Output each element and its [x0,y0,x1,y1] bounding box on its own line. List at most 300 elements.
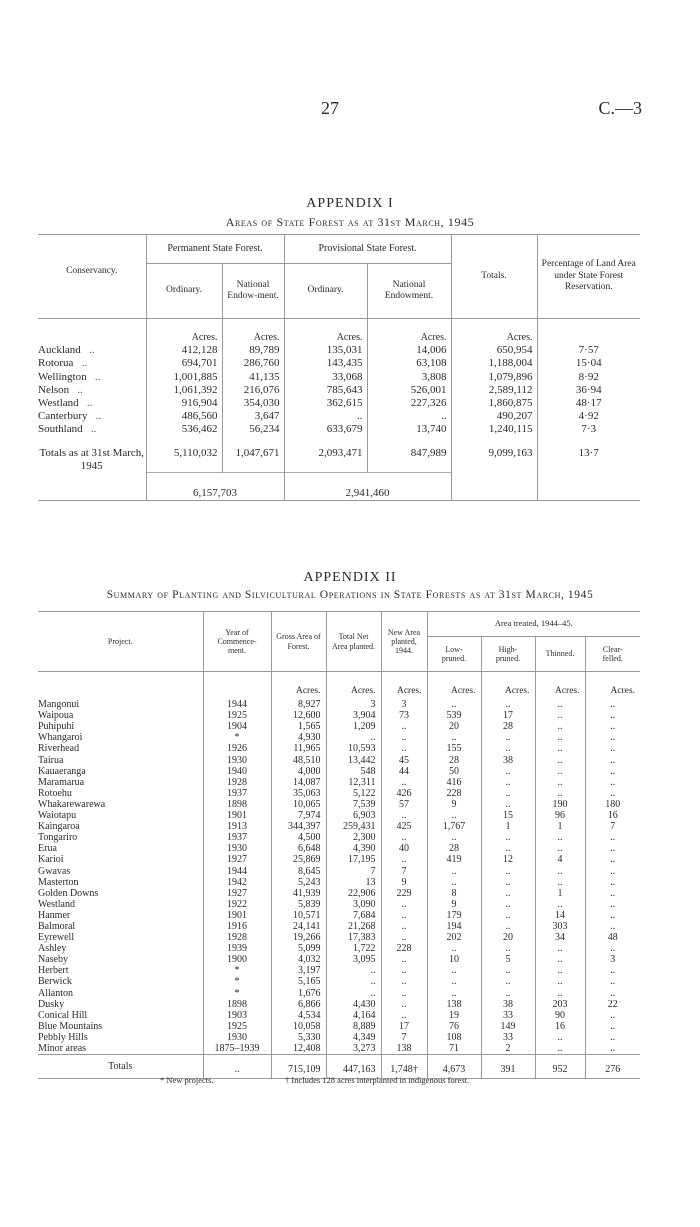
totals-cell: 490,207 [451,410,537,423]
new-area-cell: 40 [381,843,427,854]
net-area-cell: 17,195 [326,854,381,865]
high-pruned-cell: 38 [481,999,535,1010]
gross-area-cell: 1,565 [271,721,326,732]
thinned-cell: .. [535,732,585,743]
high-pruned-cell: 17 [481,710,535,721]
high-pruned-cell: .. [481,788,535,799]
thinned-cell: 1 [535,821,585,832]
low-pruned-cell: 8 [427,888,481,899]
new-area-cell: .. [381,988,427,999]
new-area-cell: .. [381,777,427,788]
high-pruned-cell: .. [481,988,535,999]
percentage-cell: 15·04 [537,357,640,370]
project-name: Whangaroi [38,732,83,744]
new-area-cell: .. [381,854,427,865]
new-area-cell: 426 [381,788,427,799]
high-pruned-cell: 1 [481,821,535,832]
unit-label: Acres. [585,672,640,700]
new-area-cell: 3 [381,699,427,710]
high-pruned-cell: .. [481,843,535,854]
conservancy-name: Nelson [38,383,70,396]
project-name: Allanton [38,987,73,999]
total-prov-ord: 2,093,471 [284,437,367,473]
low-pruned-cell: 10 [427,954,481,965]
project-name: Riverhead [38,743,80,755]
new-area-cell: 57 [381,799,427,810]
year-cell: 1913 [203,821,271,832]
percentage-cell: 7·3 [537,423,640,436]
provisional-endowment-cell: 14,006 [367,344,451,357]
thinned-cell: 190 [535,799,585,810]
permanent-ordinary-cell: 486,560 [146,410,222,423]
new-area-cell: 228 [381,943,427,954]
high-pruned-cell: 12 [481,854,535,865]
high-pruned-cell: .. [481,943,535,954]
thinned-cell: .. [535,965,585,976]
low-pruned-cell: .. [427,832,481,843]
year-cell: 1930 [203,843,271,854]
gross-area-cell: 4,534 [271,1010,326,1021]
table-row [38,832,640,843]
net-area-cell: .. [326,732,381,743]
new-area-cell: .. [381,965,427,976]
project-name: Kaingaroa [38,821,80,833]
new-area-cell: .. [381,999,427,1010]
thinned-cell: .. [535,877,585,888]
percentage-cell: 48·17 [537,397,640,410]
low-pruned-cell: 50 [427,766,481,777]
table-row [38,799,640,810]
gross-area-cell: 10,058 [271,1021,326,1032]
gross-area-cell: 10,065 [271,799,326,810]
low-pruned-cell: 202 [427,932,481,943]
gross-area-cell: 3,197 [271,965,326,976]
provisional-endowment-cell: 3,808 [367,371,451,384]
net-area-cell: 2,300 [326,832,381,843]
col-area-treated: Area treated, 1944–45. [427,612,640,637]
thinned-cell: .. [535,1032,585,1043]
high-pruned-cell: .. [481,921,535,932]
table-row [38,777,640,788]
low-pruned-cell: .. [427,732,481,743]
table-row [38,854,640,865]
clear-felled-cell: .. [585,921,640,932]
year-cell: 1900 [203,954,271,965]
conservancy-cell [38,397,146,410]
total-low-pruned: 4,673 [427,1055,481,1079]
low-pruned-cell: .. [427,943,481,954]
gross-area-cell: 35,063 [271,788,326,799]
table-row [38,1021,640,1032]
col-provisional-ordinary: Ordinary. [284,264,367,319]
thinned-cell: .. [535,777,585,788]
project-name: Hanmer [38,909,71,921]
year-cell: 1930 [203,1032,271,1043]
table-row [38,384,640,397]
project-name: Maramarua [38,776,85,788]
low-pruned-cell: 20 [427,721,481,732]
combined-permanent: 6,157,703 [146,473,284,501]
col-clear-felled: Clear-felled. [585,637,640,672]
permanent-ordinary-cell: 536,462 [146,423,222,436]
thinned-cell: .. [535,976,585,987]
conservancy-cell [38,344,146,357]
provisional-ordinary-cell: 33,068 [284,371,367,384]
col-high-pruned: High-pruned. [481,637,535,672]
project-name: Eyrewell [38,932,75,944]
net-area-cell: 22,906 [326,888,381,899]
thinned-cell: 16 [535,1021,585,1032]
net-area-cell: .. [326,976,381,987]
net-area-cell: .. [326,988,381,999]
appendix-2-table [38,611,640,1079]
provisional-ordinary-cell: .. [284,410,367,423]
footnote-interplanted: † Includes 128 acres interplanted in indigenous forest. [285,1075,470,1085]
leader-dots: .. [87,410,102,423]
new-area-cell: 9 [381,877,427,888]
high-pruned-cell: .. [481,910,535,921]
percentage-cell: 4·92 [537,410,640,423]
permanent-endowment-cell: 216,076 [222,384,284,397]
low-pruned-cell: .. [427,877,481,888]
clear-felled-cell: .. [585,755,640,766]
year-cell: 1928 [203,777,271,788]
table-row [38,821,640,832]
clear-felled-cell: .. [585,1010,640,1021]
clear-felled-cell: 7 [585,821,640,832]
clear-felled-cell: .. [585,899,640,910]
year-cell: 1944 [203,866,271,877]
high-pruned-cell: .. [481,832,535,843]
clear-felled-cell: .. [585,910,640,921]
thinned-cell: .. [535,699,585,710]
permanent-ordinary-cell: 694,701 [146,357,222,370]
clear-felled-cell: .. [585,732,640,743]
leader-dots: .. [82,423,97,436]
gross-area-cell: 12,600 [271,710,326,721]
low-pruned-cell: 28 [427,755,481,766]
conservancy-cell [38,410,146,423]
total-high-pruned: 391 [481,1055,535,1079]
year-cell: 1937 [203,832,271,843]
gross-area-cell: 4,930 [271,732,326,743]
project-name: Rotoehu [38,787,72,799]
new-area-cell: .. [381,810,427,821]
high-pruned-cell: .. [481,699,535,710]
high-pruned-cell: .. [481,866,535,877]
thinned-cell: .. [535,721,585,732]
table-row [38,843,640,854]
new-area-cell: .. [381,721,427,732]
low-pruned-cell: .. [427,965,481,976]
net-area-cell: 1,209 [326,721,381,732]
clear-felled-cell: 3 [585,954,640,965]
spacer-cell [38,473,146,501]
year-cell: 1901 [203,810,271,821]
year-cell: * [203,965,271,976]
new-area-cell: 45 [381,755,427,766]
unit-label: Acres. [271,672,326,700]
permanent-ordinary-cell: 412,128 [146,344,222,357]
total-clear-felled: 276 [585,1055,640,1079]
high-pruned-cell: 2 [481,1043,535,1055]
thinned-cell: .. [535,943,585,954]
clear-felled-cell: 48 [585,932,640,943]
clear-felled-cell: .. [585,943,640,954]
year-cell: * [203,988,271,999]
net-area-cell: 259,431 [326,821,381,832]
new-area-cell: 73 [381,710,427,721]
thinned-cell: .. [535,1043,585,1055]
project-name: Pebbly Hills [38,1031,88,1043]
leader-dots: .. [78,397,93,410]
thinned-cell: .. [535,755,585,766]
clear-felled-cell: .. [585,866,640,877]
year-cell: 1928 [203,932,271,943]
thinned-cell: .. [535,988,585,999]
totals-cell: 1,188,004 [451,357,537,370]
document-reference: C.—3 [598,98,642,118]
clear-felled-cell: .. [585,843,640,854]
total-total: 9,099,163 [451,437,537,473]
gross-area-cell: 6,866 [271,999,326,1010]
year-cell: 1916 [203,921,271,932]
table-row [38,710,640,721]
project-name: Berwick [38,976,72,988]
new-area-cell: .. [381,743,427,754]
col-low-pruned: Low-pruned. [427,637,481,672]
high-pruned-cell: .. [481,766,535,777]
low-pruned-cell: 138 [427,999,481,1010]
totals-cell: 1,079,896 [451,371,537,384]
year-cell: 1904 [203,721,271,732]
table-row [38,732,640,743]
total-prov-ne: 847,989 [367,437,451,473]
thinned-cell: .. [535,743,585,754]
unit-label: Acres. [222,319,284,345]
combined-provisional: 2,941,460 [284,473,451,501]
table-row [38,357,640,370]
leader-dots: .. [73,357,88,370]
net-area-cell: 3,904 [326,710,381,721]
clear-felled-cell: .. [585,777,640,788]
leader-dots: .. [69,383,83,396]
percentage-cell: 36·94 [537,384,640,397]
col-thinned: Thinned. [535,637,585,672]
year-cell: 1903 [203,1010,271,1021]
col-permanent-state-forest: Permanent State Forest. [146,235,284,264]
col-provisional-national-endowment: National Endowment. [367,264,451,319]
total-percentage: 13·7 [537,437,640,473]
combined-totals-row [38,473,640,501]
low-pruned-cell: 416 [427,777,481,788]
gross-area-cell: 8,645 [271,866,326,877]
net-area-cell: 8,889 [326,1021,381,1032]
totals-label: Totals [108,1061,133,1073]
new-area-cell: .. [381,921,427,932]
project-name: Waipoua [38,710,74,722]
table-row [38,888,640,899]
new-area-cell: 229 [381,888,427,899]
permanent-ordinary-cell: 1,001,885 [146,371,222,384]
gross-area-cell: 14,087 [271,777,326,788]
provisional-ordinary-cell: 362,615 [284,397,367,410]
clear-felled-cell: 16 [585,810,640,821]
high-pruned-cell: .. [481,799,535,810]
net-area-cell: 3,095 [326,954,381,965]
table-row [38,910,640,921]
total-net-area: 447,163 [326,1055,381,1079]
year-cell: 1898 [203,799,271,810]
permanent-ordinary-cell: 916,904 [146,397,222,410]
table-row [38,721,640,732]
appendix-1-table [38,234,640,501]
col-new-area-planted: New Area planted, 1944. [381,612,427,672]
project-name: Tongariro [38,832,78,844]
leader-dots: .. [86,370,101,383]
low-pruned-cell: 179 [427,910,481,921]
total-new-area: 1,748† [381,1055,427,1079]
net-area-cell: 548 [326,766,381,777]
total-thinned: 952 [535,1055,585,1079]
table-row [38,1043,640,1055]
year-cell: 1926 [203,743,271,754]
new-area-cell: .. [381,832,427,843]
provisional-ordinary-cell: 135,031 [284,344,367,357]
thinned-cell: .. [535,832,585,843]
conservancy-name: Rotorua [38,357,74,370]
project-name: Westland [38,898,75,910]
net-area-cell: 3 [326,699,381,710]
high-pruned-cell: 20 [481,932,535,943]
low-pruned-cell: 539 [427,710,481,721]
project-name: Blue Mountains [38,1020,103,1032]
new-area-cell: 7 [381,1032,427,1043]
project-name: Golden Downs [38,887,99,899]
project-name: Naseby [38,954,68,966]
clear-felled-cell: .. [585,710,640,721]
unit-label: Acres. [326,672,381,700]
col-total-net-area: Total Net Area planted. [326,612,381,672]
clear-felled-cell: .. [585,832,640,843]
gross-area-cell: 10,571 [271,910,326,921]
high-pruned-cell: .. [481,777,535,788]
net-area-cell: 3,090 [326,899,381,910]
col-permanent-national-endowment: National Endow-ment. [222,264,284,319]
net-area-cell: 4,430 [326,999,381,1010]
project-name: Balmoral [38,920,76,932]
unit-label: Acres. [535,672,585,700]
high-pruned-cell: 28 [481,721,535,732]
provisional-endowment-cell: 526,001 [367,384,451,397]
project-name: Conical Hill [38,1009,88,1021]
conservancy-name: Westland [38,397,79,410]
net-area-cell: 7 [326,866,381,877]
unit-label: Acres. [367,319,451,345]
permanent-endowment-cell: 89,789 [222,344,284,357]
provisional-endowment-cell: 13,740 [367,423,451,436]
table-row [38,699,640,710]
gross-area-cell: 5,243 [271,877,326,888]
net-area-cell: 13,442 [326,755,381,766]
net-area-cell: 5,122 [326,788,381,799]
spacer-cell [537,473,640,501]
table-row [38,954,640,965]
thinned-cell: .. [535,710,585,721]
net-area-cell: 4,390 [326,843,381,854]
total-year: .. [203,1055,271,1079]
gross-area-cell: 4,000 [271,766,326,777]
conservancy-cell [38,423,146,436]
gross-area-cell: 25,869 [271,854,326,865]
table-row [38,344,640,357]
year-cell: 1925 [203,1021,271,1032]
total-gross-area: 715,109 [271,1055,326,1079]
new-area-cell: 425 [381,821,427,832]
provisional-endowment-cell: .. [367,410,451,423]
conservancy-name: Canterbury [38,410,88,423]
thinned-cell: .. [535,899,585,910]
clear-felled-cell: 22 [585,999,640,1010]
low-pruned-cell: 228 [427,788,481,799]
project-name: Whakarewarewa [38,798,106,810]
gross-area-cell: 1,676 [271,988,326,999]
low-pruned-cell: 155 [427,743,481,754]
year-cell: 1898 [203,999,271,1010]
year-cell: 1944 [203,699,271,710]
thinned-cell: .. [535,766,585,777]
permanent-endowment-cell: 41,135 [222,371,284,384]
total-perm-ne: 1,047,671 [222,437,284,473]
table-row [38,988,640,999]
low-pruned-cell: 9 [427,799,481,810]
low-pruned-cell: .. [427,810,481,821]
thinned-cell: 4 [535,854,585,865]
table-row [38,1010,640,1021]
year-cell: 1927 [203,854,271,865]
spacer-cell [451,473,537,501]
table-row [38,976,640,987]
low-pruned-cell: 1,767 [427,821,481,832]
col-percentage: Percentage of Land Area under State Forest Reservation. [537,235,640,319]
totals-label: Totals as at 31st March, 1945 [39,446,145,472]
table-row [38,932,640,943]
totals-row [38,437,640,473]
low-pruned-cell: 71 [427,1043,481,1055]
gross-area-cell: 4,500 [271,832,326,843]
thinned-cell: 34 [535,932,585,943]
net-area-cell: 4,349 [326,1032,381,1043]
net-area-cell: 3,273 [326,1043,381,1055]
col-project: Project. [107,636,133,646]
conservancy-cell [38,384,146,397]
clear-felled-cell: 180 [585,799,640,810]
provisional-ordinary-cell: 633,679 [284,423,367,436]
col-conservancy: Conservancy. [66,266,118,277]
new-area-cell: 44 [381,766,427,777]
unit-label: Acres. [451,319,537,345]
high-pruned-cell: .. [481,888,535,899]
thinned-cell: .. [535,866,585,877]
total-perm-ord: 5,110,032 [146,437,222,473]
conservancy-name: Auckland [38,344,81,357]
conservancy-name: Wellington [38,370,87,383]
clear-felled-cell: .. [585,721,640,732]
net-area-cell: 6,903 [326,810,381,821]
clear-felled-cell: .. [585,965,640,976]
high-pruned-cell: .. [481,965,535,976]
net-area-cell: 4,164 [326,1010,381,1021]
